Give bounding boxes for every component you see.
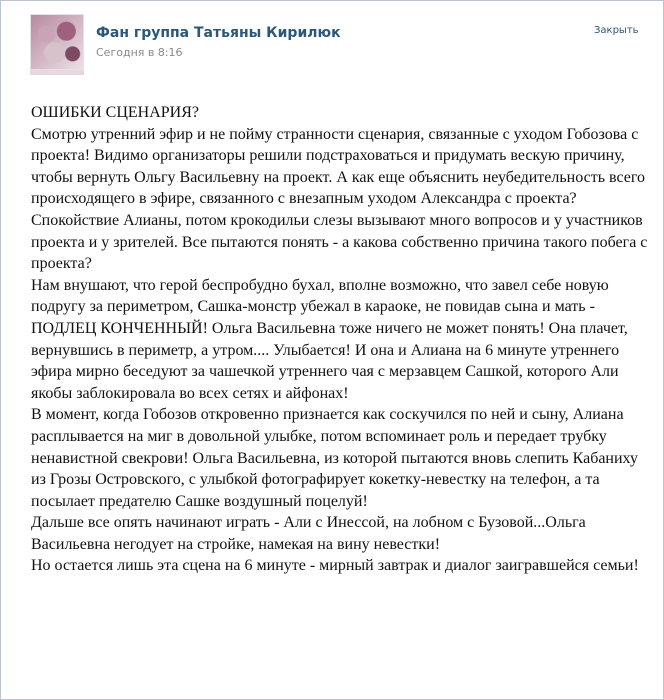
post-text	[31, 102, 655, 577]
post-paragraph: Смотрю утренний эфир и не пойму странности сценария, связанные с уходом Гобозова с проекта! Видимо организаторы решили подстраховаться и придумать вескую причину, чтобы вернуть Ольгу Васильевну на проект. А как еще объяснить неубедительность всего происходящего в эфире, связанного с внезапным уходом Александра с проекта?	[31, 125, 646, 208]
post-paragraph-title: ОШИБКИ СЦЕНАРИЯ?	[31, 104, 199, 121]
post-header	[1, 1, 663, 91]
post-paragraph: В момент, когда Гобозов откровенно признается как соскучился по ней и сыну, Алиана расплывается на миг в довольной улыбке, потом вспоминает роль и передает трубку ненавистной свекрови! Ольга Васильевна, из которой пытаются вновь слепить Кабаниху из Грозы Островского, с улыбкой фотографирует кокетку-невестку на телефон, а та посылает предателю Сашке воздушный поцелуй!	[31, 406, 638, 510]
group-name-link[interactable]: Фан группа Татьяны Кирилюк	[96, 25, 341, 41]
post-paragraph: Спокойствие Алианы, потом крокодильи слезы вызывают много вопросов и у участников проекта и у зрителей. Все пытаются понять - а какова собственно причина такого побега с проекта?	[31, 211, 648, 273]
avatar-caption	[30, 70, 84, 75]
group-avatar[interactable]	[30, 14, 84, 70]
post-paragraph: Но остается лишь эта сцена на 6 минуте - мирный завтрак и диалог заигравшейся семьи!	[31, 557, 639, 575]
post-paragraph: Дальше все опять начинают играть - Али с Инессой, на лобном с Бузовой...Ольга Васильевна негодует на стройке, намекая на вину невестки!	[31, 514, 586, 553]
close-button[interactable]: Закрыть	[594, 25, 639, 36]
post-paragraph: Нам внушают, что герой беспробудно бухал, вполне возможно, что завел себе новую подругу за периметром, Сашка-монстр убежал в караоке, не повидав сына и мать - ПОДЛЕЦ КОНЧЕННЫЙ! Ольга Васильевна тоже ничего не может понять! Она плачет, вернувшись в периметр, а утром.... Улыбается! И она и Алиана на 6 минуте утреннего эфира мирно беседуют за чашечкой утреннего чая с мерзавцем Сашкой, которого Али якобы заблокировала во всех сетях и айфонах!	[31, 276, 628, 402]
post-timestamp[interactable]: Сегодня в 8:16	[96, 46, 183, 59]
